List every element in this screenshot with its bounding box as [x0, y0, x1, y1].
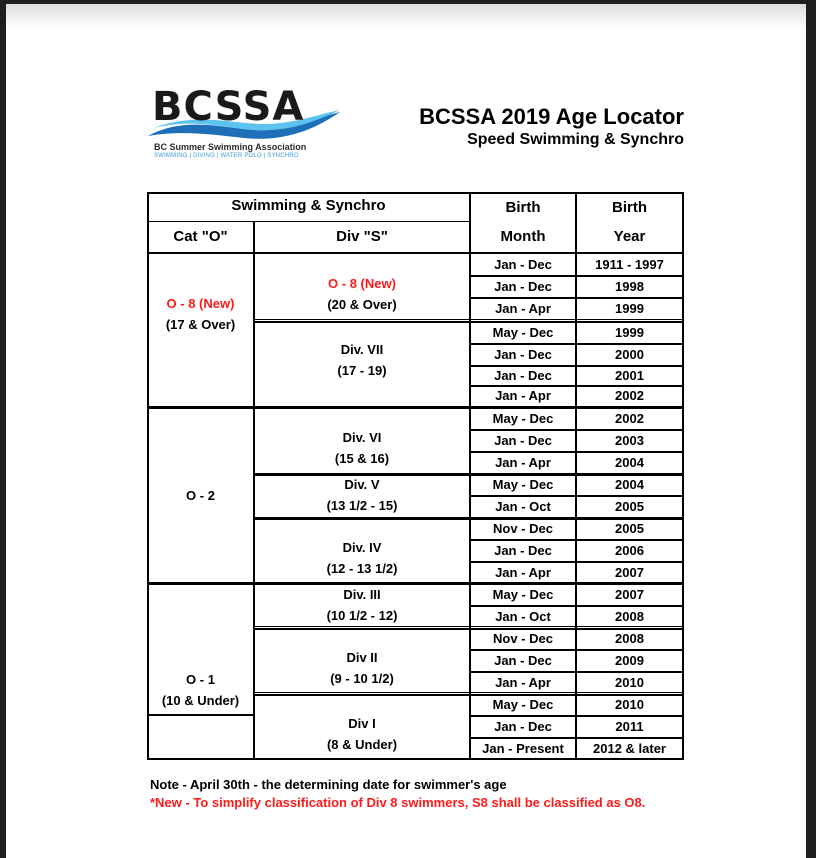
- birth-month-cell: Jan - Dec: [494, 279, 552, 294]
- row-divider: [470, 737, 684, 739]
- row-divider: [470, 539, 684, 541]
- birth-year-cell: 2004: [615, 477, 644, 492]
- category-o8-age: (17 & Over): [165, 316, 236, 332]
- birth-month-cell: Jan - Dec: [494, 257, 552, 272]
- category-o2-name: O - 2: [186, 487, 215, 503]
- division-o8: [254, 254, 470, 320]
- birth-month-cell: Jan - Apr: [495, 388, 551, 403]
- category-o8-name: O - 8 (New): [166, 296, 235, 311]
- page-title: BCSSA 2019 Age Locator: [419, 104, 684, 129]
- div-divider-v-iv: [254, 517, 684, 520]
- birth-year-cell: 1911 - 1997: [595, 257, 664, 272]
- division-iv-name: Div. IV: [342, 540, 382, 556]
- division-vii: [254, 322, 470, 408]
- birth-year-cell: 2007: [615, 587, 644, 602]
- birth-year-cell: 2008: [615, 609, 644, 624]
- category-o1-name: O - 1: [186, 672, 215, 688]
- note-new-classification: *New - To simplify classification of Div 8 swimmers, S8 shall be classified as O8.: [150, 795, 646, 810]
- birth-year-cell: 2008: [615, 631, 644, 646]
- division-vi-name: Div. VI: [342, 430, 382, 446]
- birth-year-cell: 1999: [615, 301, 644, 316]
- birth-year-cell: 1999: [615, 325, 644, 340]
- age-locator-table: [147, 192, 683, 756]
- logo-disciplines: SWIMMING | DIVING | WATER POLO | SYNCHRO: [154, 153, 299, 159]
- category-o8: [147, 254, 254, 380]
- header-birth-year-line2: Year: [613, 228, 646, 245]
- page-subtitle: Speed Swimming & Synchro: [467, 131, 684, 148]
- birth-month-cell: May - Dec: [492, 477, 554, 492]
- table-border-top: [147, 192, 684, 194]
- note-determining-date: Note - April 30th - the determining date for swimmer's age: [150, 777, 507, 792]
- birth-year-cell: 2011: [615, 719, 644, 734]
- division-vii-age: (17 - 19): [337, 363, 387, 378]
- division-iii: [254, 584, 470, 628]
- birth-year-cell: 2012 & later: [593, 741, 666, 756]
- birth-month-cell: Nov - Dec: [493, 521, 553, 536]
- row-divider: [470, 297, 684, 299]
- birth-month-cell: May - Dec: [492, 411, 554, 426]
- row-divider: [470, 495, 684, 497]
- col-divider-3: [575, 192, 577, 760]
- birth-month-cell: May - Dec: [492, 697, 554, 712]
- group-divider-o8-o2: [147, 406, 684, 409]
- row-divider: [470, 649, 684, 651]
- table-border-bottom: [147, 758, 684, 760]
- division-vi-age: (15 & 16): [334, 451, 390, 466]
- division-ii: [254, 628, 470, 694]
- birth-month-cell: Jan - Present: [482, 741, 564, 756]
- category-o1: [147, 584, 254, 714]
- birth-month-cell: May - Dec: [492, 587, 554, 602]
- header-swimming-synchro: Swimming & Synchro: [231, 197, 386, 214]
- birth-year-cell: 2010: [615, 697, 644, 712]
- header-div-s: Div "S": [336, 228, 388, 245]
- birth-year-cell: 2004: [615, 455, 644, 470]
- birth-month-cell: Jan - Dec: [494, 368, 552, 383]
- header-birth-year: [576, 192, 683, 252]
- birth-month-cell: Jan - Apr: [495, 675, 551, 690]
- birth-month-cell: Jan - Dec: [494, 347, 552, 362]
- div-divider-ii-i-2: [254, 694, 684, 696]
- div-divider-iii-ii: [254, 626, 684, 627]
- birth-year-cell: 2005: [615, 499, 644, 514]
- div-divider-o8-vii: [254, 319, 684, 320]
- row-divider: [470, 605, 684, 607]
- birth-year-cell: 2002: [615, 411, 644, 426]
- birth-month-cell: Jan - Apr: [495, 455, 551, 470]
- category-o2: [147, 408, 254, 584]
- birth-year-cell: 2001: [615, 368, 644, 383]
- row-divider: [470, 365, 684, 367]
- pdf-page: [6, 4, 806, 858]
- row-divider: [470, 671, 684, 673]
- division-v-name: Div. V: [344, 477, 380, 493]
- birth-year-cell: 2006: [615, 543, 644, 558]
- birth-year-cell: 2003: [615, 433, 644, 448]
- header-cat-o: Cat "O": [173, 228, 228, 245]
- birth-month-cell: Jan - Apr: [495, 565, 551, 580]
- division-ii-name: Div II: [346, 650, 378, 666]
- div-divider-ii-i: [254, 692, 684, 693]
- birth-month-cell: May - Dec: [492, 325, 554, 340]
- table-border-left: [147, 192, 149, 760]
- division-iii-age: (10 1/2 - 12): [326, 608, 398, 623]
- birth-month-cell: Jan - Dec: [494, 719, 552, 734]
- birth-year-cell: 2010: [615, 675, 644, 690]
- header-bottom: [147, 252, 684, 254]
- birth-year-cell: 1998: [615, 279, 644, 294]
- div-divider-iii-ii-2: [254, 628, 684, 630]
- group-divider-o2-o1: [147, 582, 684, 585]
- col-divider-2: [469, 192, 471, 760]
- row-divider: [470, 561, 684, 563]
- birth-month-cell: Jan - Oct: [495, 499, 551, 514]
- division-i-name: Div I: [348, 716, 376, 732]
- page-top-shadow: [6, 4, 806, 28]
- row-divider: [470, 715, 684, 717]
- table-border-right: [682, 192, 684, 760]
- division-v-age: (13 1/2 - 15): [326, 498, 398, 513]
- header-birth-month-line1: Birth: [505, 199, 541, 216]
- birth-year-cell: 2007: [615, 565, 644, 580]
- row-divider: [470, 275, 684, 277]
- birth-year-cell: 2002: [615, 388, 644, 403]
- header-birth-month-line2: Month: [500, 228, 546, 245]
- header-birth-month: [470, 192, 576, 252]
- birth-year-cell: 2000: [615, 347, 644, 362]
- birth-month-cell: Nov - Dec: [493, 631, 553, 646]
- logo-wordmark: BCSSA: [152, 84, 305, 130]
- division-vii-name: Div. VII: [340, 342, 384, 358]
- row-divider: [470, 343, 684, 345]
- division-iii-name: Div. III: [343, 587, 381, 603]
- division-i: [254, 694, 470, 760]
- birth-month-cell: Jan - Apr: [495, 301, 551, 316]
- category-o1-age: (10 & Under): [161, 693, 240, 709]
- row-divider: [470, 385, 684, 387]
- birth-month-cell: Jan - Dec: [494, 433, 552, 448]
- header-birth-year-line1: Birth: [612, 199, 647, 216]
- col-divider-1: [253, 222, 255, 760]
- division-i-age: (8 & Under): [326, 737, 398, 752]
- division-vi: [254, 408, 470, 474]
- division-o8-name: O - 8 (New): [328, 276, 396, 292]
- birth-year-cell: 2005: [615, 521, 644, 536]
- division-ii-age: (9 - 10 1/2): [330, 671, 394, 686]
- birth-month-cell: Jan - Oct: [495, 609, 551, 624]
- div-divider-o8-vii-2: [254, 321, 684, 323]
- division-v: [254, 474, 470, 518]
- div-divider-vi-v: [254, 473, 684, 476]
- row-divider: [470, 451, 684, 453]
- division-iv-age: (12 - 13 1/2): [326, 561, 398, 576]
- logo-org-name: BC Summer Swimming Association: [154, 142, 307, 152]
- birth-month-cell: Jan - Dec: [494, 543, 552, 558]
- division-o8-age: (20 & Over): [327, 297, 397, 312]
- birth-year-cell: 2009: [615, 653, 644, 668]
- o1-bottom-divider: [147, 714, 254, 716]
- birth-month-cell: Jan - Dec: [494, 653, 552, 668]
- bcssa-logo: [144, 84, 344, 166]
- header-divider: [147, 221, 470, 222]
- row-divider: [470, 429, 684, 431]
- division-iv: [254, 518, 470, 584]
